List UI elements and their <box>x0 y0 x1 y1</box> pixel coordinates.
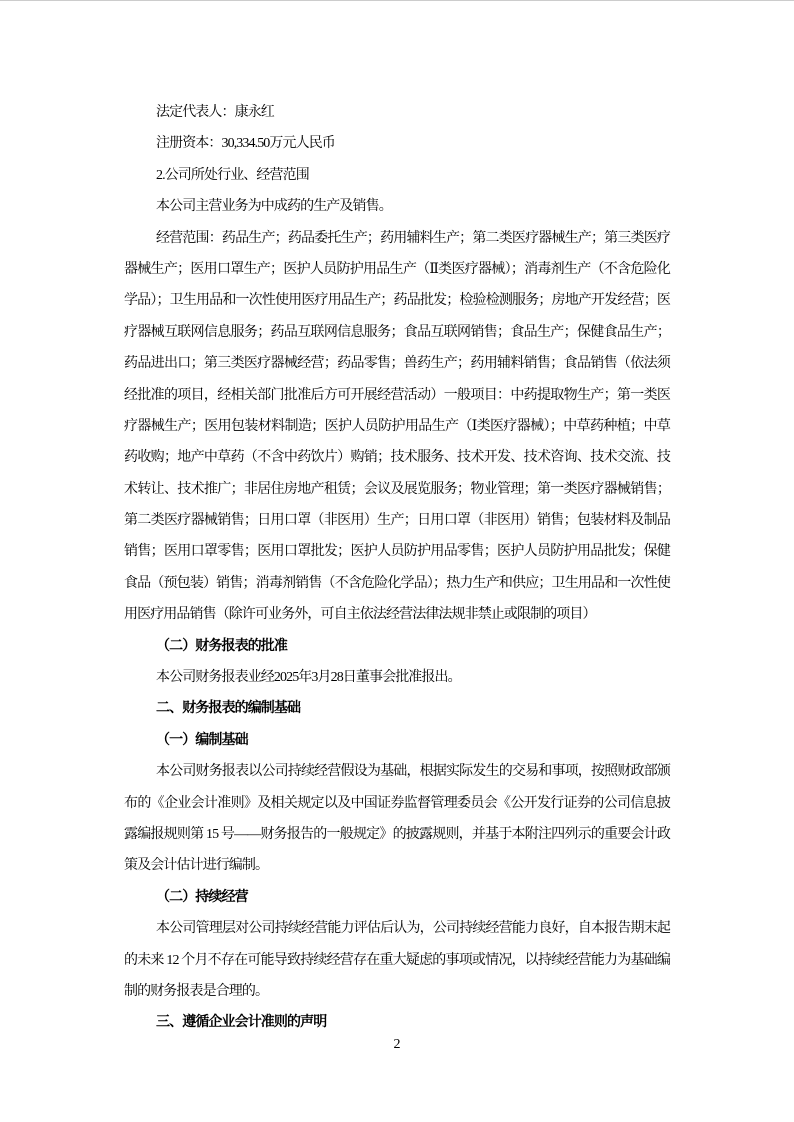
text-line: 用医疗用品销售（除许可业务外，可自主依法经营法律法规非禁止或限制的项目） <box>124 607 596 623</box>
text-line: 布的《企业会计准则》及相关规定以及中国证券监督管理委员会《公开发行证券的公司信息披 <box>124 795 670 811</box>
text-line: 第二类医疗器械销售；日用口罩（非医用）生产；日用口罩（非医用）销售；包装材料及制品 <box>124 513 670 529</box>
text-line: 的未来 12 个月不存在可能导致持续经营存在重大疑虑的事项或情况，以持续经营能力为基础编 <box>124 952 670 968</box>
page-footer <box>0 1037 794 1053</box>
page-number: 2 <box>393 1037 401 1052</box>
section-heading-heading-preparation-basis-section <box>124 693 670 724</box>
section-heading-heading-preparation-basis <box>124 725 670 756</box>
text-line: 销售；医用口罩零售；医用口罩批发；医护人员防护用品零售；医护人员防护用品批发；保健 <box>124 544 670 560</box>
text-line: 三、遵循企业会计准则的声明 <box>156 1015 327 1031</box>
paragraph-going-concern-text <box>124 913 670 1007</box>
text-line: 二、财务报表的编制基础 <box>156 701 301 717</box>
paragraph-statement-approval-text <box>124 662 670 693</box>
section-heading-heading-going-concern <box>124 882 670 913</box>
text-line: 药品进出口；第三类医疗器械经营；药品零售；兽药生产；药用辅料销售；食品销售（依法须 <box>124 356 670 372</box>
text-line: 疗器械互联网信息服务；药品互联网信息服务；食品互联网销售；食品生产；保健食品生产； <box>124 324 670 340</box>
text-line: 本公司主营业务为中成药的生产及销售。 <box>156 199 392 215</box>
paragraph-main-business <box>124 191 670 222</box>
text-line: 本公司财务报表以公司持续经营假设为基础，根据实际发生的交易和事项，按照财政部颁 <box>156 764 670 780</box>
text-line: 经营范围：药品生产；药品委托生产；药用辅料生产；第二类医疗器械生产；第三类医疗 <box>156 230 670 246</box>
section-heading-heading-statement-approval <box>124 631 670 662</box>
text-line: 药收购；地产中草药（不含中药饮片）购销；技术服务、技术开发、技术咨询、技术交流、技 <box>124 450 670 466</box>
text-line: 注册资本：30,334.50万元人民币 <box>156 136 335 152</box>
text-line: 疗器械生产；医用包装材料制造；医护人员防护用品生产（Ⅰ类医疗器械）；中草药种植；中草 <box>124 418 670 434</box>
paragraph-industry-scope-subtitle <box>124 160 670 191</box>
text-line: 策及会计估计进行编制。 <box>124 858 269 874</box>
document-content <box>124 97 670 1039</box>
text-line: 法定代表人：康永红 <box>156 105 274 120</box>
paragraph-preparation-basis-text <box>124 756 670 882</box>
paragraph-registered-capital <box>124 128 670 159</box>
paragraph-business-scope <box>124 223 670 631</box>
text-line: 食品（预包装）销售；消毒剂销售（不含危险化学品）；热力生产和供应；卫生用品和一次性使 <box>124 575 670 591</box>
text-line: 露编报规则第 15 号——财务报告的一般规定》的披露规则，并基于本附注四列示的重要会计政 <box>124 826 670 842</box>
text-line: 器械生产；医用口罩生产；医护人员防护用品生产（Ⅱ类医疗器械）；消毒剂生产（不含危险化 <box>124 261 670 277</box>
text-line: （二）持续经营 <box>156 889 248 905</box>
text-line: 制的财务报表是合理的。 <box>124 983 269 999</box>
text-line: 2.公司所处行业、经营范围 <box>156 167 309 183</box>
section-heading-heading-accounting-standards-statement <box>124 1007 670 1038</box>
text-line: （二）财务报表的批准 <box>156 638 287 654</box>
text-line: 学品）；卫生用品和一次性使用医疗用品生产；药品批发；检验检测服务；房地产开发经营；医 <box>124 293 670 309</box>
text-line: （一）编制基础 <box>156 732 248 748</box>
text-line: 经批准的项目，经相关部门批准后方可开展经营活动）一般项目：中药提取物生产；第一类医 <box>124 387 670 403</box>
text-line: 本公司管理层对公司持续经营能力评估后认为，公司持续经营能力良好，自本报告期末起 <box>156 921 670 937</box>
text-line: 本公司财务报表业经2025年3月28日董事会批准报出。 <box>156 670 461 686</box>
paragraph-legal-representative <box>124 97 670 128</box>
text-line: 术转让、技术推广；非居住房地产租赁；会议及展览服务；物业管理；第一类医疗器械销售； <box>124 481 670 497</box>
